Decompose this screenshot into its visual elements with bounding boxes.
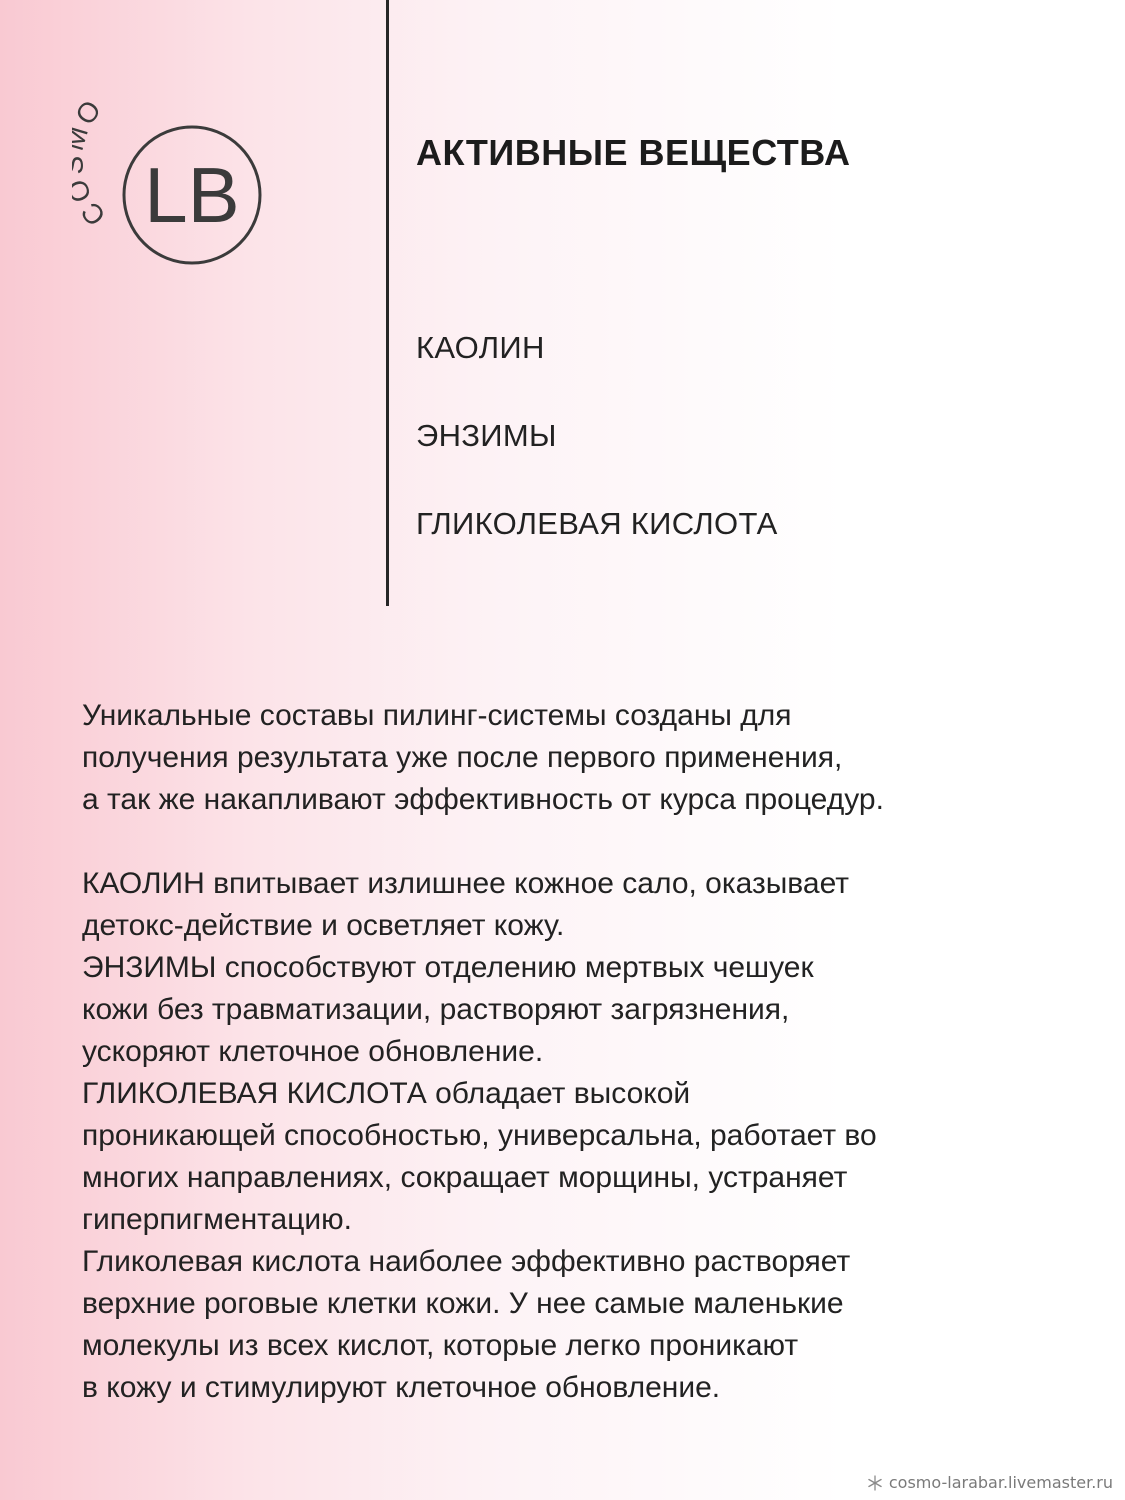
ingredient-list xyxy=(416,326,778,590)
description-intro: Уникальные составы пилинг-системы созданы для получения результата уже после первого применения, а так же накапливают эффективность от курса процедур. xyxy=(82,699,884,816)
footer-url: cosmo-larabar.livemaster.ru xyxy=(888,1473,1113,1492)
ingredient-item-glycolic-acid: ГЛИКОЛЕВАЯ КИСЛОТА xyxy=(416,506,778,541)
vertical-divider xyxy=(386,0,389,606)
footer-watermark xyxy=(867,1473,1113,1492)
ingredient-item-enzymes: ЭНЗИМЫ xyxy=(416,418,557,453)
description-details: КАОЛИН впитывает излишнее кожное сало, оказывает детокс-действие и осветляет кожу. ЭНЗИМЫ способствуют отделению мертвых чешуек кожи без травматизации, растворяют загрязнения, ускоряют клеточное обновление. ГЛИКОЛЕВАЯ КИСЛОТА обладает высокой проникающей способностью, универсальна, работает во многих направлениях, сокращает морщины, устраняет гиперпигментацию. Гликолевая кислота наиболее эффективно растворяет верхние роговые клетки кожи. У нее самые маленькие молекулы из всех кислот, которые легко проникают в кожу и стимулируют клеточное обновление. xyxy=(82,867,877,1404)
section-title: АКТИВНЫЕ ВЕЩЕСТВА xyxy=(416,132,851,173)
ingredient-item-kaolin: КАОЛИН xyxy=(416,330,545,365)
brand-logo-mark xyxy=(72,72,272,272)
snowflake-icon xyxy=(867,1475,883,1491)
brand-logo-arc-text: C O xyxy=(72,92,112,232)
brand-logo-monogram: LB xyxy=(144,151,240,239)
brand-logo xyxy=(72,72,272,272)
description-block xyxy=(82,695,1082,1409)
